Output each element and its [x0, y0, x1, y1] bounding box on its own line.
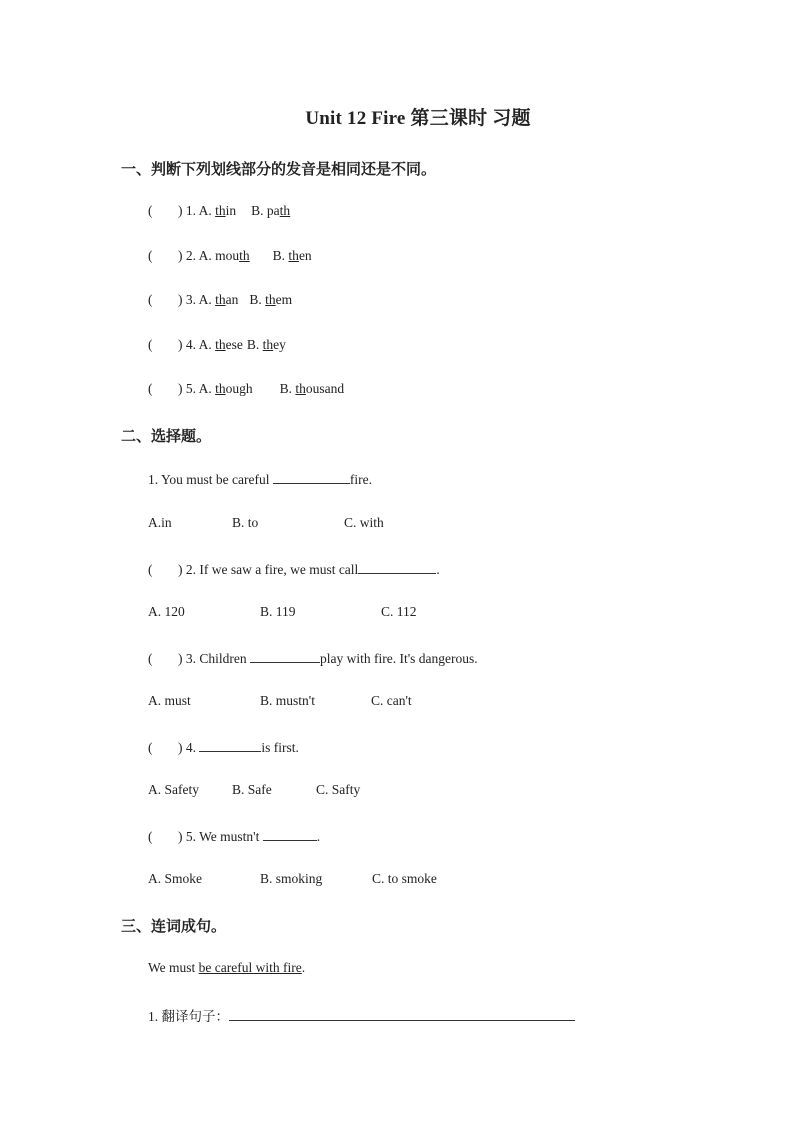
s1-item-1: ( ) 1. A. thin B. path — [148, 203, 291, 218]
s1-item-4: ( ) 4. A. these B. they — [148, 337, 286, 352]
section-1-heading: 一、判断下列划线部分的发音是相同还是不同。 — [121, 162, 437, 178]
answer-blank[interactable] — [263, 827, 317, 841]
option-b: B. mustn't — [260, 693, 315, 708]
answer-blank[interactable] — [250, 649, 320, 663]
s2-question-4: ( ) 4. is first. — [148, 740, 299, 755]
option-c: C. with — [344, 515, 384, 530]
answer-paren: ( — [148, 248, 153, 263]
s2-question-5: ( ) 5. We mustn't . — [148, 829, 321, 844]
s2-question-2: ( ) 2. If we saw a fire, we must call . — [148, 562, 440, 577]
option-c: C. Safty — [316, 782, 361, 797]
section-2-heading: 二、选择题。 — [121, 429, 212, 445]
s1-item-3: ( ) 3. A. than B. them — [148, 292, 293, 307]
answer-paren: ( — [148, 829, 153, 844]
s3-question-1: 1. 翻译句子： — [148, 1005, 575, 1025]
option-a: A. Safety — [148, 782, 199, 797]
answer-paren: ( — [148, 292, 153, 307]
option-b: B. smoking — [260, 871, 323, 886]
answer-paren: ( — [148, 740, 153, 755]
option-a: A. must — [148, 693, 191, 708]
answer-paren: ( — [148, 337, 153, 352]
answer-blank[interactable] — [273, 470, 350, 484]
s2-question-1: 1. You must be careful fire. — [148, 472, 372, 487]
translation-answer-line[interactable] — [229, 1007, 575, 1021]
s1-item-5: ( ) 5. A. though B. thousand — [148, 381, 345, 396]
page-title: Unit 12 Fire 第三课时 习题 — [305, 108, 531, 129]
option-b: B. Safe — [232, 782, 272, 797]
s1-item-2: ( ) 2. A. mouth B. then — [148, 248, 312, 263]
s3-example-sentence: We must be careful with fire. — [148, 960, 306, 975]
option-a: A. Smoke — [148, 871, 202, 886]
option-a: A.in — [148, 515, 172, 530]
option-c: C. to smoke — [372, 871, 437, 886]
option-b: B. 119 — [260, 604, 296, 619]
s2-question-3: ( ) 3. Children play with fire. It's dangerous. — [148, 651, 478, 666]
answer-blank[interactable] — [358, 560, 436, 574]
answer-paren: ( — [148, 562, 153, 577]
option-c: C. 112 — [381, 604, 417, 619]
section-3-heading: 三、连词成句。 — [121, 919, 227, 935]
option-c: C. can't — [371, 693, 412, 708]
option-a: A. 120 — [148, 604, 185, 619]
answer-paren: ( — [148, 651, 153, 666]
answer-paren: ( — [148, 381, 153, 396]
answer-paren: ( — [148, 203, 153, 218]
option-b: B. to — [232, 515, 259, 530]
answer-blank[interactable] — [199, 738, 261, 752]
